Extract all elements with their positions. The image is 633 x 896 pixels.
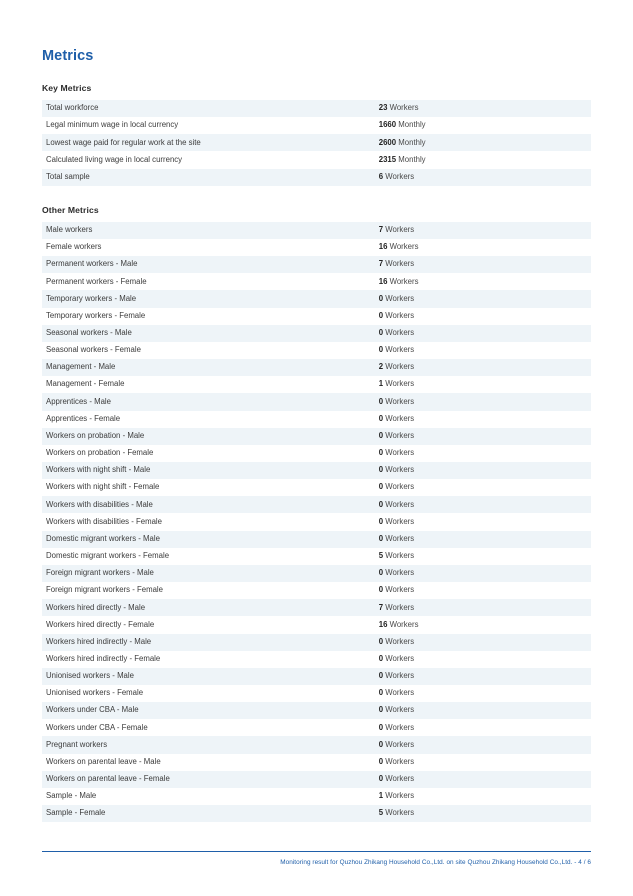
metric-value (375, 308, 591, 325)
metric-label: Workers hired indirectly - Female (46, 653, 161, 663)
metric-number: 0 (378, 293, 384, 303)
table-row (42, 325, 591, 342)
metric-value (375, 565, 591, 582)
metric-value (375, 445, 591, 462)
metric-unit: Workers (385, 516, 415, 526)
metric-unit: Workers (385, 293, 415, 303)
footer-text: Monitoring result for Quzhou Zhikang Household Co.,Ltd. on site Quzhou Zhikang Household Co.,Ltd. - 4 / 6 (280, 859, 591, 866)
metric-number: 0 (378, 430, 384, 440)
metric-label: Workers hired directly - Male (42, 599, 375, 616)
table-row (42, 805, 591, 822)
metric-value (375, 685, 591, 702)
table-row (42, 634, 591, 651)
metric-number: 0 (378, 688, 384, 698)
metric-unit: Workers (385, 171, 415, 181)
metric-unit: Workers (385, 225, 415, 235)
metric-label: Seasonal workers - Male (42, 325, 375, 342)
metric-number: 0 (378, 328, 384, 338)
metric-number: 0 (378, 345, 384, 355)
table-row (42, 771, 591, 788)
metric-number: 1 (378, 791, 384, 801)
metric-number: 2600 (378, 137, 397, 147)
table-row (42, 651, 591, 668)
table-row (42, 411, 591, 428)
metric-value (375, 100, 591, 117)
metric-unit: Workers (389, 619, 419, 629)
metric-label: Unionised workers - Female (46, 688, 144, 698)
table-row (42, 428, 591, 445)
metric-number: 0 (378, 413, 384, 423)
metric-value (375, 411, 591, 428)
metric-label: Workers with disabilities - Male (42, 496, 375, 513)
metric-number: 7 (378, 225, 384, 235)
metric-label: Workers with night shift - Male (42, 462, 375, 479)
metric-value (375, 788, 591, 805)
metric-unit: Monthly (398, 137, 426, 147)
metric-unit: Workers (385, 482, 415, 492)
metric-unit: Workers (385, 551, 415, 561)
footer-divider (42, 851, 591, 852)
metric-label: Foreign migrant workers - Female (46, 585, 163, 595)
metric-number: 23 (378, 103, 388, 113)
table-row (42, 169, 591, 186)
metric-value (375, 479, 591, 496)
table-row (42, 788, 591, 805)
metric-unit: Workers (385, 259, 415, 269)
metric-label: Workers under CBA - Male (42, 702, 375, 719)
metric-value (375, 513, 591, 530)
key-metrics-table-body (42, 100, 591, 186)
key-metrics-section (42, 83, 591, 186)
metric-value (375, 462, 591, 479)
metric-label: Male workers (42, 222, 375, 239)
metric-label: Legal minimum wage in local currency (46, 120, 179, 130)
metric-unit: Workers (385, 533, 415, 543)
metric-value (375, 599, 591, 616)
metric-label: Domestic migrant workers - Female (46, 551, 170, 561)
metric-label: Workers under CBA - Female (46, 722, 148, 732)
metric-number: 0 (378, 756, 384, 766)
metric-unit: Workers (385, 310, 415, 320)
metric-number: 0 (378, 636, 384, 646)
table-row (42, 754, 591, 771)
table-row (42, 599, 591, 616)
metric-number: 16 (378, 619, 388, 629)
metric-unit: Workers (385, 448, 415, 458)
metric-value (375, 736, 591, 753)
metric-label: Workers on parental leave - Female (42, 771, 375, 788)
metric-unit: Workers (385, 379, 415, 389)
table-row (42, 342, 591, 359)
metric-unit: Monthly (398, 154, 426, 164)
page-title: Metrics (42, 48, 94, 64)
table-row (42, 117, 591, 134)
metric-label: Workers on probation - Male (42, 428, 375, 445)
metric-number: 5 (378, 551, 384, 561)
metric-label: Lowest wage paid for regular work at the site (42, 134, 375, 151)
metric-label: Workers with night shift - Female (46, 482, 160, 492)
table-row (42, 376, 591, 393)
table-row (42, 222, 591, 239)
table-row (42, 239, 591, 256)
metric-value (375, 548, 591, 565)
metric-number: 0 (378, 739, 384, 749)
metric-number: 0 (378, 585, 384, 595)
metric-number: 16 (378, 276, 388, 286)
metric-unit: Workers (385, 739, 415, 749)
metric-value (375, 325, 591, 342)
metric-value (375, 290, 591, 307)
metric-number: 0 (378, 722, 384, 732)
metric-unit: Workers (385, 722, 415, 732)
metric-number: 0 (378, 448, 384, 458)
metric-number: 0 (378, 568, 384, 578)
metric-label: Seasonal workers - Female (46, 345, 141, 355)
metric-label: Pregnant workers (42, 736, 375, 753)
metric-unit: Workers (385, 362, 415, 372)
metric-unit: Workers (385, 756, 415, 766)
table-row (42, 513, 591, 530)
metric-label: Workers with disabilities - Female (46, 516, 162, 526)
metric-unit: Workers (389, 276, 419, 286)
table-row (42, 719, 591, 736)
metric-unit: Workers (385, 345, 415, 355)
table-row (42, 359, 591, 376)
metric-number: 0 (378, 482, 384, 492)
metric-value (375, 496, 591, 513)
metric-unit: Workers (385, 465, 415, 475)
metric-number: 1 (378, 379, 384, 389)
metric-label: Workers hired directly - Female (46, 619, 155, 629)
metric-unit: Monthly (398, 120, 426, 130)
table-row (42, 462, 591, 479)
table-row (42, 565, 591, 582)
metric-label: Apprentices - Female (46, 413, 121, 423)
metric-label: Workers on probation - Female (46, 448, 154, 458)
metric-label: Sample - Male (46, 791, 97, 801)
metric-label: Apprentices - Male (42, 393, 375, 410)
metric-value (375, 169, 591, 186)
metric-number: 0 (378, 396, 384, 406)
metric-unit: Workers (385, 671, 415, 681)
metric-value (375, 342, 591, 359)
metric-unit: Workers (385, 688, 415, 698)
table-row (42, 702, 591, 719)
table-row (42, 273, 591, 290)
metric-unit: Workers (385, 413, 415, 423)
table-row (42, 668, 591, 685)
metric-value (375, 531, 591, 548)
other-metrics-table-body (42, 222, 591, 822)
metric-unit: Workers (385, 791, 415, 801)
metric-label: Total workforce (42, 100, 375, 117)
metric-label: Temporary workers - Female (46, 310, 146, 320)
metric-number: 2 (378, 362, 384, 372)
metric-label: Unionised workers - Male (42, 668, 375, 685)
metric-label: Temporary workers - Male (42, 290, 375, 307)
metric-label: Management - Female (46, 379, 125, 389)
metric-label: Domestic migrant workers - Male (42, 531, 375, 548)
section-heading-other-metrics: Other Metrics (42, 204, 99, 215)
metric-number: 0 (378, 774, 384, 784)
section-heading-key-metrics: Key Metrics (42, 83, 92, 93)
table-row (42, 308, 591, 325)
metric-number: 0 (378, 310, 384, 320)
metric-unit: Workers (385, 774, 415, 784)
metric-number: 0 (378, 516, 384, 526)
metric-unit: Workers (385, 430, 415, 440)
table-row (42, 134, 591, 151)
metric-label: Permanent workers - Male (42, 256, 375, 273)
metric-label: Calculated living wage in local currency (46, 154, 183, 164)
metric-value (375, 256, 591, 273)
metric-value (375, 719, 591, 736)
metric-label: Foreign migrant workers - Male (42, 565, 375, 582)
metric-value (375, 634, 591, 651)
table-row (42, 445, 591, 462)
metric-unit: Workers (385, 396, 415, 406)
metric-number: 0 (378, 533, 384, 543)
metric-number: 0 (378, 671, 384, 681)
metric-number: 0 (378, 705, 384, 715)
metric-value (375, 359, 591, 376)
table-row (42, 100, 591, 117)
table-row (42, 548, 591, 565)
metric-label: Permanent workers - Female (46, 276, 147, 286)
metric-unit: Workers (385, 808, 415, 818)
table-row (42, 531, 591, 548)
metric-value (375, 117, 591, 134)
table-row (42, 736, 591, 753)
metric-value (375, 428, 591, 445)
metric-label: Workers on parental leave - Male (46, 756, 161, 766)
metric-label: Workers hired indirectly - Male (42, 634, 375, 651)
metric-value (375, 393, 591, 410)
other-metrics-table (42, 222, 591, 822)
metric-value (375, 376, 591, 393)
page-footer (42, 851, 591, 866)
metric-value (375, 222, 591, 239)
metric-label: Sample - Female (42, 805, 375, 822)
metric-number: 0 (378, 465, 384, 475)
metric-value (375, 151, 591, 168)
key-metrics-table (42, 100, 591, 186)
table-row (42, 393, 591, 410)
metric-number: 2315 (378, 154, 397, 164)
table-row (42, 256, 591, 273)
metric-number: 6 (378, 171, 384, 181)
metric-value (375, 616, 591, 633)
metric-unit: Workers (385, 499, 415, 509)
metric-unit: Workers (385, 653, 415, 663)
metric-value (375, 582, 591, 599)
table-row (42, 616, 591, 633)
metric-value (375, 805, 591, 822)
metric-unit: Workers (389, 242, 419, 252)
other-metrics-section (42, 205, 591, 822)
metric-value (375, 239, 591, 256)
metric-unit: Workers (385, 705, 415, 715)
metric-number: 1660 (378, 120, 397, 130)
table-row (42, 151, 591, 168)
metric-number: 0 (378, 499, 384, 509)
metric-value (375, 754, 591, 771)
metric-number: 16 (378, 242, 388, 252)
metric-value (375, 651, 591, 668)
metric-unit: Workers (385, 568, 415, 578)
metric-unit: Workers (385, 585, 415, 595)
metric-number: 7 (378, 602, 384, 612)
table-row (42, 290, 591, 307)
metric-label: Female workers (46, 242, 102, 252)
metric-value (375, 668, 591, 685)
metric-unit: Workers (385, 602, 415, 612)
metric-label: Management - Male (42, 359, 375, 376)
metric-number: 0 (378, 653, 384, 663)
metric-value (375, 134, 591, 151)
metric-number: 7 (378, 259, 384, 269)
metric-value (375, 702, 591, 719)
table-row (42, 685, 591, 702)
metric-label: Total sample (42, 169, 375, 186)
metric-unit: Workers (385, 636, 415, 646)
metric-unit: Workers (385, 328, 415, 338)
metric-number: 5 (378, 808, 384, 818)
table-row (42, 479, 591, 496)
table-row (42, 496, 591, 513)
metric-unit: Workers (389, 103, 419, 113)
table-row (42, 582, 591, 599)
metric-value (375, 771, 591, 788)
metric-value (375, 273, 591, 290)
